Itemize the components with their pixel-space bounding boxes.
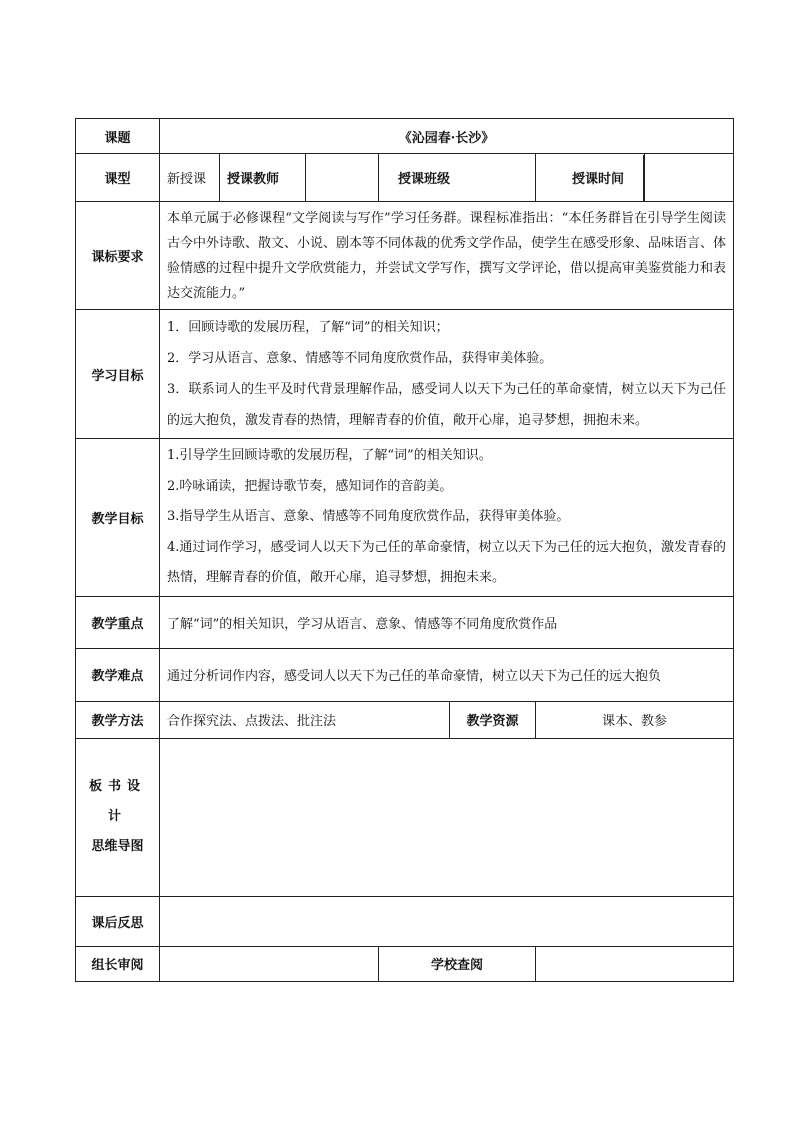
board-label-line: 板书设计 — [88, 779, 146, 824]
leader-review-area — [160, 946, 379, 981]
time-label: 授课时间 — [559, 155, 644, 201]
resources-label: 教学资源 — [450, 701, 536, 738]
teaching-goals-label: 教学目标 — [76, 439, 160, 597]
teacher-value — [306, 154, 379, 202]
class-label: 授课班级 — [379, 154, 536, 202]
teaching-goal-item: 3.指导学生从语言、意象、情感等不同角度欣赏作品，获得审美体验。 — [167, 509, 570, 524]
board-label-line: 思维导图 — [91, 839, 144, 854]
method-label: 教学方法 — [76, 701, 160, 738]
reflection-label: 课后反思 — [76, 896, 160, 946]
time-value — [644, 155, 733, 201]
board-label — [76, 738, 160, 896]
school-review-area — [536, 946, 734, 981]
teaching-goal-item: 2.吟咏诵读，把握诗歌节奏，感知词作的音韵美。 — [167, 478, 453, 494]
lesson-title: 《沁园春·长沙》 — [160, 119, 734, 154]
method-text: 合作探究法、点拨法、批注法 — [160, 701, 450, 738]
school-review-label: 学校查阅 — [379, 946, 536, 981]
resources-text: 课本、教参 — [536, 701, 734, 738]
standard-label: 课标要求 — [76, 202, 160, 310]
teacher-label: 授课教师 — [220, 154, 306, 202]
teaching-goals — [160, 439, 734, 597]
board-design-area — [160, 738, 734, 896]
learning-goal-item: 1．回顾诗歌的发展历程，了解“词”的相关知识； — [167, 320, 449, 335]
time-label-cell — [572, 154, 734, 202]
lesson-plan-table — [75, 118, 734, 982]
lesson-type: 新授课 — [160, 154, 220, 202]
title-label: 课题 — [76, 119, 160, 154]
key-points-text: 了解“词”的相关知识，学习从语言、意象、情感等不同角度欣赏作品 — [160, 596, 734, 648]
learning-goals — [160, 310, 734, 439]
difficulties-label: 教学难点 — [76, 648, 160, 701]
type-label: 课型 — [76, 154, 160, 202]
difficulties-text: 通过分析词作内容，感受词人以天下为己任的革命豪情，树立以天下为己任的远大抱负 — [160, 648, 734, 701]
leader-review-label: 组长审阅 — [76, 946, 160, 981]
teaching-goal-item: 1.引导学生回顾诗歌的发展历程，了解“词”的相关知识。 — [167, 448, 492, 463]
learning-goal-item: 2．学习从语言、意象、情感等不同角度欣赏作品，获得审美体验。 — [167, 351, 553, 366]
learning-goal-item: 3．联系词人的生平及时代背景理解作品，感受词人以天下为己任的革命豪情，树立以天下为己任的远大抱负，激发青春的热情，理解青春的价值，敞开心扉，追寻梦想，拥抱未来。 — [167, 382, 727, 428]
key-points-label: 教学重点 — [76, 596, 160, 648]
curriculum-standard-text: 本单元属于必修课程“文学阅读与写作”学习任务群。课程标准指出：“本任务群旨在引导学生阅读古今中外诗歌、散文、小说、剧本等不同体裁的优秀文学作品，使学生在感受形象、品味语言、体验情感的过程中提升文学欣赏能力，并尝试文学写作，撰写文学评论，借以提高审美鉴赏能力和表达交流能力。” — [160, 202, 734, 310]
teaching-goal-item: 4.通过词作学习，感受词人以天下为己任的革命豪情，树立以天下为己任的远大抱负，激发青春的热情，理解青春的价值，敞开心扉，追寻梦想，拥抱未来。 — [167, 539, 727, 585]
reflection-area — [160, 896, 734, 946]
learning-goals-label: 学习目标 — [76, 310, 160, 439]
